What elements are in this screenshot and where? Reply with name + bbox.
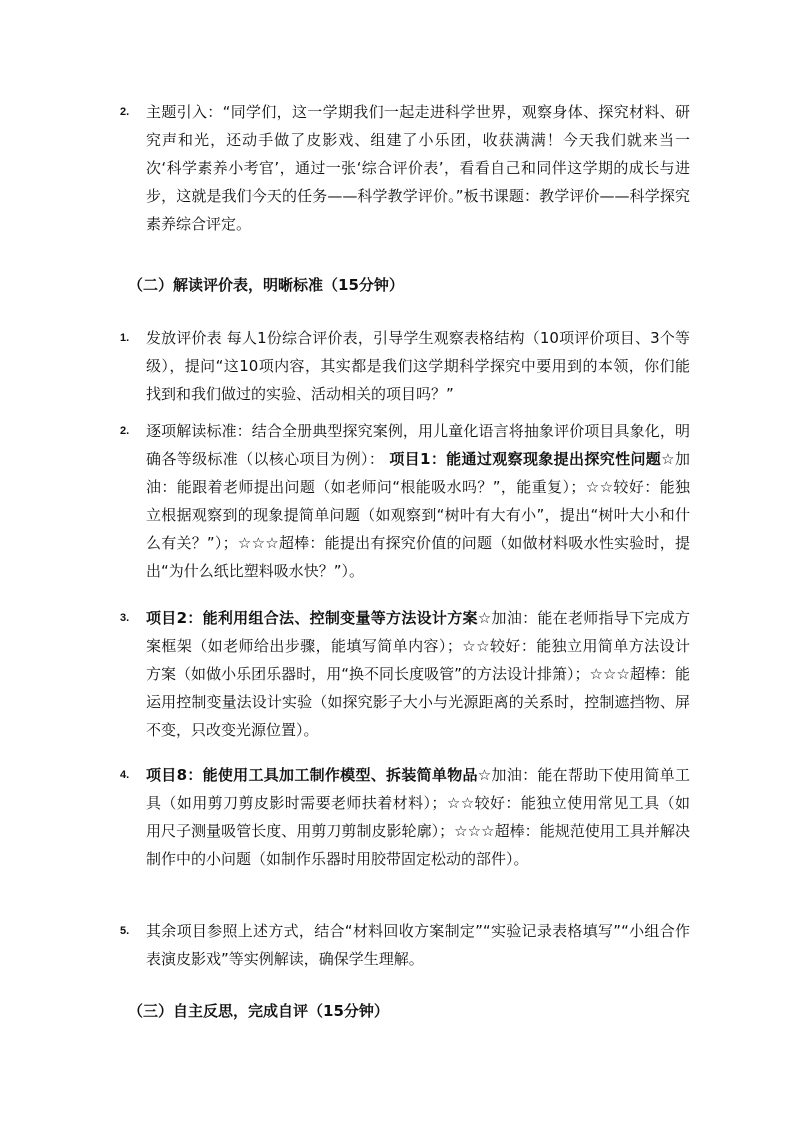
list-number: 2.: [120, 425, 130, 437]
section-heading: （二）解读评价表，明晰标准（15分钟）: [128, 276, 404, 294]
list-item: [120, 604, 690, 744]
list-number: 1.: [120, 332, 130, 344]
list-text: [146, 761, 690, 873]
list-text: 主题引入：“同学们，这一学期我们一起走进科学世界，观察身体、探究材料、研究声和光，还动手做了皮影戏、组建了小乐团，收获满满！今天我们就来当一次‘科学素养小考官’，通过一张‘综合评价表’，看看自己和同伴这学期的成长与进步，这就是我们今天的任务——科学教学评价。”板书课题：教学评价——科学探究素养综合评定。: [146, 103, 690, 233]
list-text-lead: 逐项解读标准：结合全册典型探究案例，用儿童化语言将抽象评价项目具象化，明确各等级标准（以核心项目为例）：: [146, 422, 690, 468]
criterion-levels: ☆加油：能在老师指导下完成方案框架（如老师给出步骤，能填写简单内容）；☆☆较好：能独立用简单方法设计方案（如做小乐团乐器时，用“换不同长度吸管”的方法设计排箫）；☆☆☆超棒：能运用控制变量法设计实验（如探究影子大小与光源距离的关系时，控制遮挡物、屏不变，只改变光源位置）。: [146, 609, 690, 739]
list-number: 4.: [120, 769, 130, 781]
list-text: 发放评价表 每人1份综合评价表，引导学生观察表格结构（10项评价项目、3个等级），提问“这10项内容，其实都是我们这学期科学探究中要用到的本领，你们能找到和我们做过的实验、活动相关的项目吗？”: [146, 329, 690, 403]
list-number: 3.: [120, 612, 130, 624]
list-number: 2.: [120, 106, 130, 118]
list-item: [120, 98, 690, 238]
list-item: [120, 917, 690, 973]
list-item: [120, 761, 690, 873]
list-item: [120, 417, 690, 585]
criterion-levels: ☆加油：能跟着老师提出问题（如老师问“根能吸水吗？”，能重复）；☆☆较好：能独立根据观察到的现象提简单问题（如观察到“树叶有大有小”，提出“树叶大小和什么有关？”）；☆☆☆超棒：能提出有探究价值的问题（如做材料吸水性实验时，提出“为什么纸比塑料吸水快？”）。: [146, 450, 690, 580]
list-number: 5.: [120, 925, 130, 937]
list-text: [146, 604, 690, 744]
list-text: [146, 417, 690, 585]
criterion-levels: ☆加油：能在帮助下使用简单工具（如用剪刀剪皮影时需要老师扶着材料）；☆☆较好：能独立使用常见工具（如用尺子测量吸管长度、用剪刀剪制皮影轮廓）；☆☆☆超棒：能规范使用工具并解决制作中的小问题（如制作乐器时用胶带固定松动的部件）。: [146, 766, 690, 868]
criterion-title: 项目2：能利用组合法、控制变量等方法设计方案: [146, 609, 478, 627]
list-text: 其余项目参照上述方式，结合“材料回收方案制定”“实验记录表格填写”“小组合作表演皮影戏”等实例解读，确保学生理解。: [146, 922, 690, 968]
criterion-title: 项目1：能通过观察现象提出探究性问题: [389, 450, 662, 468]
list-item: [120, 324, 690, 408]
criterion-title: 项目8：能使用工具加工制作模型、拆装简单物品: [146, 766, 478, 784]
section-heading: （三）自主反思，完成自评（15分钟）: [128, 1002, 389, 1020]
